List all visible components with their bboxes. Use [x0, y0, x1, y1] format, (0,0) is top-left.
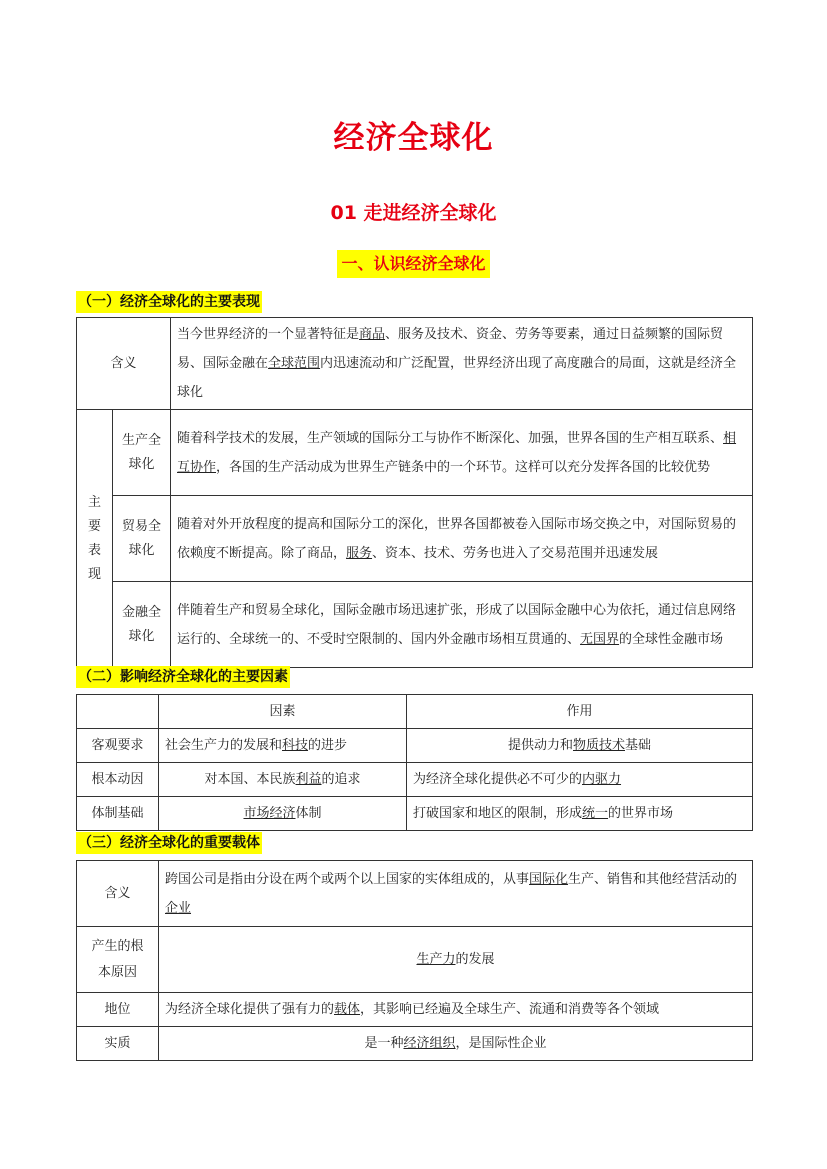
- carrier-table: [76, 860, 753, 1061]
- essence-text: 是一种经济组织，是国际性企业: [159, 1027, 753, 1061]
- status-label: 地位: [77, 993, 159, 1027]
- production-label: 生产全球化: [113, 410, 171, 496]
- table-row: [77, 993, 753, 1027]
- col-factor: 因素: [159, 695, 407, 729]
- cause-label: 产生的根本原因: [77, 927, 159, 993]
- table-row: [77, 410, 753, 496]
- role-cell: 打破国家和地区的限制，形成统一的世界市场: [407, 797, 753, 831]
- factors-table: [76, 694, 753, 831]
- group-label: 主要表现: [77, 410, 113, 668]
- carrier-meaning-label: 含义: [77, 861, 159, 927]
- table-row: [77, 582, 753, 668]
- table-header-row: [77, 695, 753, 729]
- table-row: [77, 927, 753, 993]
- production-text: 随着科学技术的发展，生产领域的国际分工与协作不断深化、加强，世界各国的生产相互联系、相互协作，各国的生产活动成为世界生产链条中的一个环节。这样可以充分发挥各国的比较优势: [171, 410, 753, 496]
- table-row: [77, 318, 753, 410]
- main-features-table: [76, 317, 753, 668]
- factor-cell: 社会生产力的发展和科技的进步: [159, 729, 407, 763]
- table-row: [77, 861, 753, 927]
- meaning-text: 当今世界经济的一个显著特征是商品、服务及技术、资金、劳务等要素，通过日益频繁的国际贸易、国际金融在全球范围内迅速流动和广泛配置，世界经济出现了高度融合的局面，这就是经济全球化: [171, 318, 753, 410]
- factor-cell: 对本国、本民族利益的追求: [159, 763, 407, 797]
- role-cell: 提供动力和物质技术基础: [407, 729, 753, 763]
- finance-label: 金融全球化: [113, 582, 171, 668]
- col-role: 作用: [407, 695, 753, 729]
- row-label: 体制基础: [77, 797, 159, 831]
- table-row: [77, 1027, 753, 1061]
- role-cell: 为经济全球化提供必不可少的内驱力: [407, 763, 753, 797]
- table-row: [77, 797, 753, 831]
- part1-heading: （一）经济全球化的主要表现: [76, 291, 262, 313]
- meaning-label: 含义: [77, 318, 171, 410]
- row-label: 根本动因: [77, 763, 159, 797]
- essence-label: 实质: [77, 1027, 159, 1061]
- page-title: 经济全球化: [333, 120, 494, 156]
- table-row: [77, 496, 753, 582]
- trade-label: 贸易全球化: [113, 496, 171, 582]
- cause-text: 生产力的发展: [159, 927, 753, 993]
- carrier-meaning-text: 跨国公司是指由分设在两个或两个以上国家的实体组成的，从事国际化生产、销售和其他经营活动的企业: [159, 861, 753, 927]
- part3-heading: （三）经济全球化的重要载体: [76, 832, 262, 854]
- table-row: [77, 729, 753, 763]
- factor-cell: 市场经济体制: [159, 797, 407, 831]
- table-row: [77, 763, 753, 797]
- part2-heading: （二）影响经济全球化的主要因素: [76, 666, 290, 688]
- trade-text: 随着对外开放程度的提高和国际分工的深化，世界各国都被卷入国际市场交换之中，对国际贸易的依赖度不断提高。除了商品，服务、资本、技术、劳务也进入了交易范围并迅速发展: [171, 496, 753, 582]
- row-label: 客观要求: [77, 729, 159, 763]
- finance-text: 伴随着生产和贸易全球化，国际金融市场迅速扩张，形成了以国际金融中心为依托，通过信息网络运行的、全球统一的、不受时空限制的、国内外金融市场相互贯通的、无国界的全球性金融市场: [171, 582, 753, 668]
- section-title: 01 走进经济全球化: [330, 202, 497, 224]
- status-text: 为经济全球化提供了强有力的载体，其影响已经遍及全球生产、流通和消费等各个领域: [159, 993, 753, 1027]
- sub-heading: 一、认识经济全球化: [337, 250, 489, 278]
